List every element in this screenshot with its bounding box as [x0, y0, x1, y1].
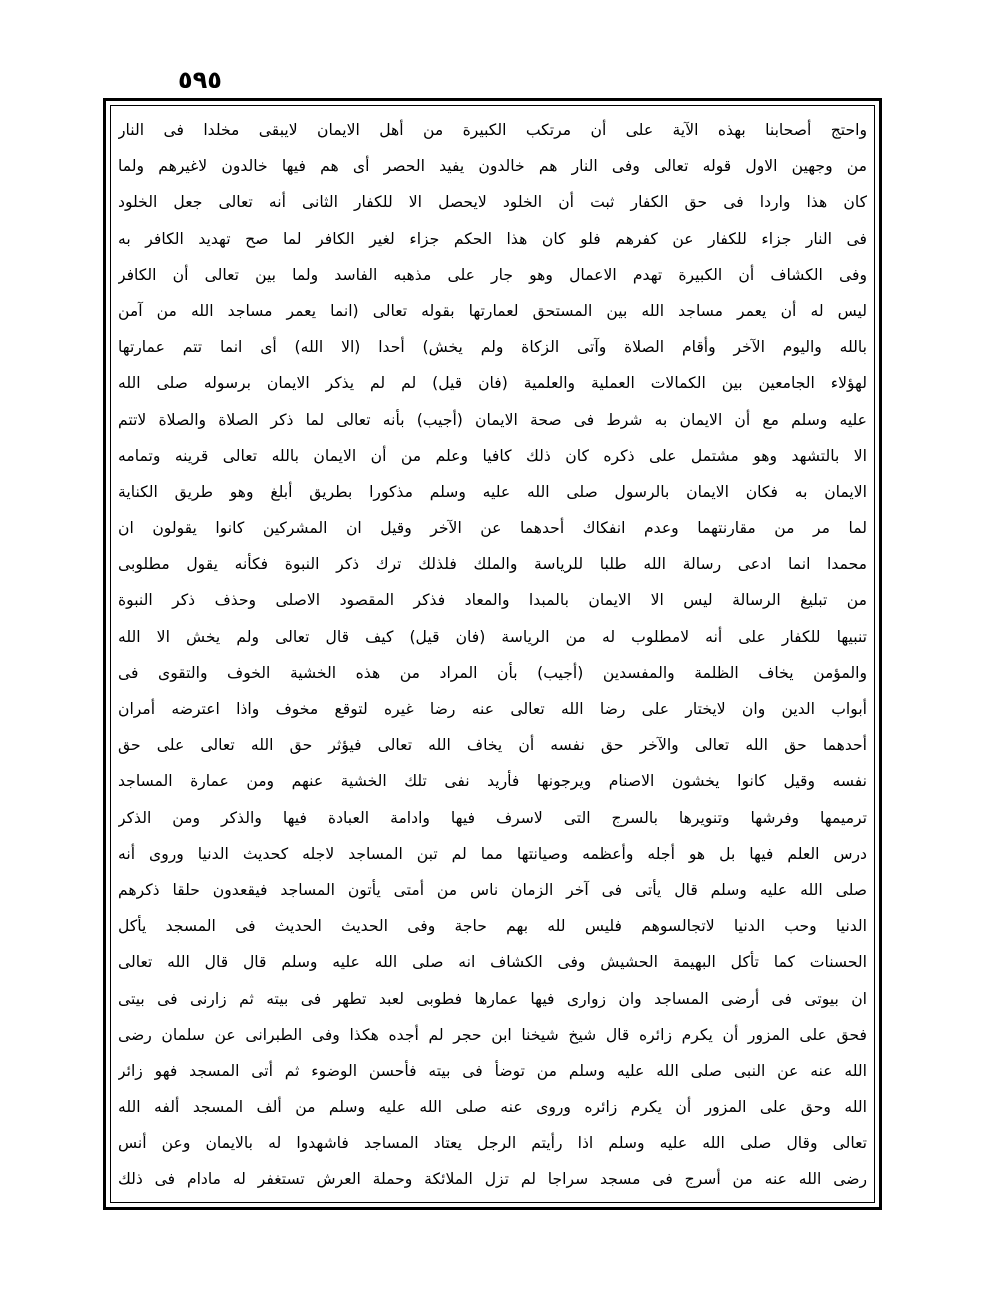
text-line: لهؤلاء الجامعين بين الكمالات العملية والعلمية (فان قيل) لم لم يذكر الايمان برسوله صلى الله	[118, 374, 867, 393]
text-line: ترميمها وفرشها وتنويرها بالسرج التى لاسرف فيها وادامة العبادة فيها والذكر ومن الذكر	[118, 808, 867, 827]
text-line: الايمان به فكان الايمان بالرسول صلى الله عليه وسلم مذكورا بطريق أبلغ وهو طريق الكناية	[118, 482, 867, 501]
text-line: الدنيا وحب الدنيا لاتجالسوهم فليس لله بهم حاجة وفى الحديث الحديث فى المسجد يأكل	[118, 917, 867, 936]
text-line: الحسنات كما تأكل البهيمة الحشيش وفى الكشاف انه صلى الله عليه وسلم قال قال الله تعالى	[118, 953, 867, 972]
text-line: وفى الكشاف أن الكبيرة تهدم الاعمال وهو جار على مذهبه الفاسد ولما بين تعالى أن الكافر	[118, 265, 867, 284]
text-line: تعالى وقال صلى الله عليه وسلم اذا رأيتم الرجل يعتاد المساجد فاشهدوا له بالايمان وعن أنس	[118, 1134, 867, 1153]
text-line: من وجهين الاول قوله تعالى وفى النار هم خالدون يفيد الحصر أى هم فيها خالدون لاغيرهم ولما	[118, 157, 867, 176]
text-line: ليس له أن يعمر مساجد الله بين المستحق لعمارتها بقوله تعالى (انما يعمر مساجد الله من آمن	[118, 301, 867, 320]
text-line: رضى الله عنه من أسرج فى مسجد سراجا لم تزل الملائكة وحملة العرش تستغفر له مادام فى ذلك	[118, 1170, 867, 1189]
page-number: ٥٩٥	[178, 66, 222, 94]
text-line: لما مر من مقارنتهما وعدم انفكاك أحدهما عن الآخر وقيل ان المشركين كانوا يقولون ان	[118, 519, 867, 538]
text-line: فى النار جزاء للكفار عن كفرهم فلو كان هذا الحكم جزاء لغير الكافر لما صح تهديد الكافر به	[118, 229, 867, 248]
text-line: نفسه وقيل كانوا يخشون الاصنام ويرجونها فأريد نفى تلك الخشية عنهم ومن عمارة المساجد	[118, 772, 867, 791]
text-line: ان بيوتى فى أرضى المساجد وان زوارى فيها عمارها فطوبى لعبد تطهر فى بيته ثم زارنى فى بيتى	[118, 989, 867, 1008]
text-line: أحدهما حق الله تعالى والآخر حق نفسه أن يخاف الله تعالى فيؤثر حق الله تعالى على حق	[118, 736, 867, 755]
text-line: أبواب الدين وان لايختار على رضا الله تعالى عنه رضا غيره لتوقع مخوف واذا اعترضه أمران	[118, 700, 867, 718]
text-line: الا بالتشهد وهو مشتمل على ذكره كان ذلك كافيا وعلم من أن الايمان بالله تعالى قرينه وتمامه	[118, 446, 867, 465]
text-line: محمدا انما ادعى رسالة الله طلبا للرياسة والملك فلذلك ترك ذكر النبوة فكأنه يقول مطلوبى	[118, 555, 867, 574]
text-line: عليه وسلم مع أن الايمان به شرط فى صحة الايمان (أجيب) بأنه تعالى لما ذكر الصلاة والصلاة لاتتم	[118, 410, 867, 429]
text-line: الله عنه عن النبى صلى الله عليه وسلم من توضأ فى بيته فأحسن الوضوء ثم أتى المسجد فهو زائر	[118, 1061, 867, 1080]
text-line: والمؤمن يخاف الظلمة والمفسدين (أجيب) بأن المراد من هذه الخشية الخوف والتقوى فى	[118, 663, 867, 682]
text-line: صلى الله عليه وسلم قال يأتى فى آخر الزمان ناس من أمتى يأتون المساجد فيقعدون حلقا ذكرهم	[118, 880, 867, 899]
text-line: درس العلم فيها بل هو أجله وأعظمه وصيانتها مما لم تبن المساجد لاجله كحديث الدنيا وروى أنه	[118, 844, 867, 863]
text-line: الله وحق على المزور أن يكرم زائره وروى عنه صلى الله عليه وسلم من ألف المسجد ألفه الله	[118, 1098, 867, 1117]
text-line: كان هذا واردا فى حق الكفار ثبت أن الخلود لايحصل الا للكفار الثانى أنه تعالى جعل الخلود	[118, 193, 867, 212]
text-body	[118, 112, 867, 1198]
text-line: تنبيها للكفار على أنه لامطلوب له من الرياسة (فان قيل) كيف قال تعالى ولم يخش الا الله	[118, 627, 867, 646]
text-line: من تبليغ الرسالة ليس الا الايمان بالمبدا والمعاد فذكر المقصود الاصلى وحذف ذكر النبوة	[118, 591, 867, 610]
text-line: فحق على المزور أن يكرم زائره قال شيخ شيخنا ابن حجر لم أجده هكذا وفى الطبرانى عن سلمان رضى	[118, 1025, 867, 1044]
text-line: واحتج أصحابنا بهذه الآية على أن مرتكب الكبيرة من أهل الايمان لايبقى مخلدا فى النار	[118, 121, 867, 139]
text-line: بالله واليوم الآخر وأقام الصلاة وآتى الزكاة ولم يخش) أحدا (الا الله) أى انما تتم عمارتها	[118, 338, 867, 357]
